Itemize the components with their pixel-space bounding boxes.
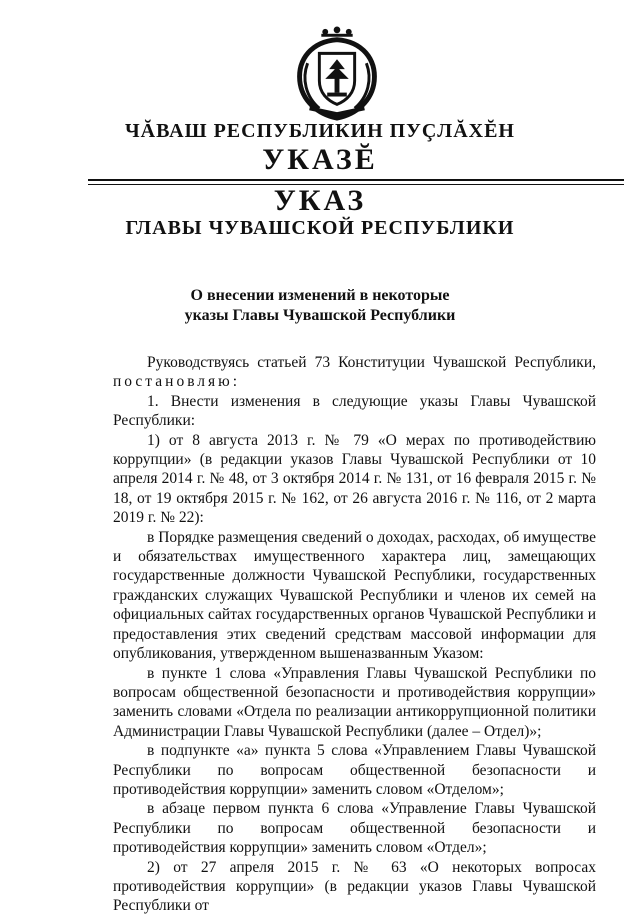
document-body	[113, 353, 596, 916]
chuvash-emblem-icon	[288, 24, 386, 122]
issuer-line: ГЛАВЫ ЧУВАШСКОЙ РЕСПУБЛИКИ	[125, 217, 515, 239]
chuvash-header-line: ЧĂВАШ РЕСПУБЛИКИН ПУÇЛĂХĔН	[124, 120, 515, 142]
document-title-line-2: указы Главы Чувашской Республики	[184, 307, 456, 324]
header-divider-thick	[88, 179, 624, 181]
chuvash-decree-word: УКАЗĔ	[262, 143, 378, 176]
document-title	[0, 286, 640, 326]
decree-verb: постановляю:	[113, 373, 241, 391]
body-paragraph: 1) от 8 августа 2013 г. № 79 «О мерах по противодействию коррупции» (в редакции указов Главы Чувашской Республики от 10 апреля 2014 г. № 48, от 3 октября 2014 г. № 131, от 16 февраля 2015 г. № 18, от 19 октября 2015 г. № 162, от 26 августа 2016 г. № 116, от 2 марта 2019 г. № 22):	[113, 431, 596, 527]
body-paragraph: в пункте 1 слова «Управления Главы Чувашской Республики по вопросам общественной безопасности и противодействия коррупции» заменить словами «Отдела по реализации антикоррупционной политики Администрации Главы Чувашской Республики (далее – Отдел)»;	[113, 664, 596, 740]
body-paragraph: в подпункте «а» пункта 5 слова «Управлением Главы Чувашской Республики по вопросам общественной безопасности и противодействия коррупции» заменить словом «Отделом»;	[113, 742, 596, 798]
intro-text: Руководствуясь статьей 73 Конституции Чувашской Республики,	[147, 354, 596, 371]
intro-paragraph	[113, 353, 596, 392]
body-paragraph: 2) от 27 апреля 2015 г. № 63 «О некоторых вопросах противодействия коррупции» (в редакции указов Главы Чувашской Республики от	[113, 858, 596, 915]
body-paragraph: в абзаце первом пункта 6 слова «Управление Главы Чувашской Республики по вопросам общественной безопасности и противодействия коррупции» заменить словом «Отдел»;	[113, 800, 596, 857]
decree-word: УКАЗ	[273, 184, 367, 217]
body-paragraph: в Порядке размещения сведений о доходах, расходах, об имуществе и обязательствах имущественного характера лиц, замещающих государственные должности Чувашской Республики, государственных гражданских служащих Чувашской Республики и членов их семей на официальных сайтах государственных органов Чувашской Республики и предоставления этих сведений средствам массовой информации для опубликования, утвержденном вышеназванным Указом:	[113, 528, 596, 663]
document-title-line-1: О внесении изменений в некоторые	[190, 287, 450, 304]
body-paragraph: 1. Внести изменения в следующие указы Главы Чувашской Республики:	[113, 392, 596, 430]
